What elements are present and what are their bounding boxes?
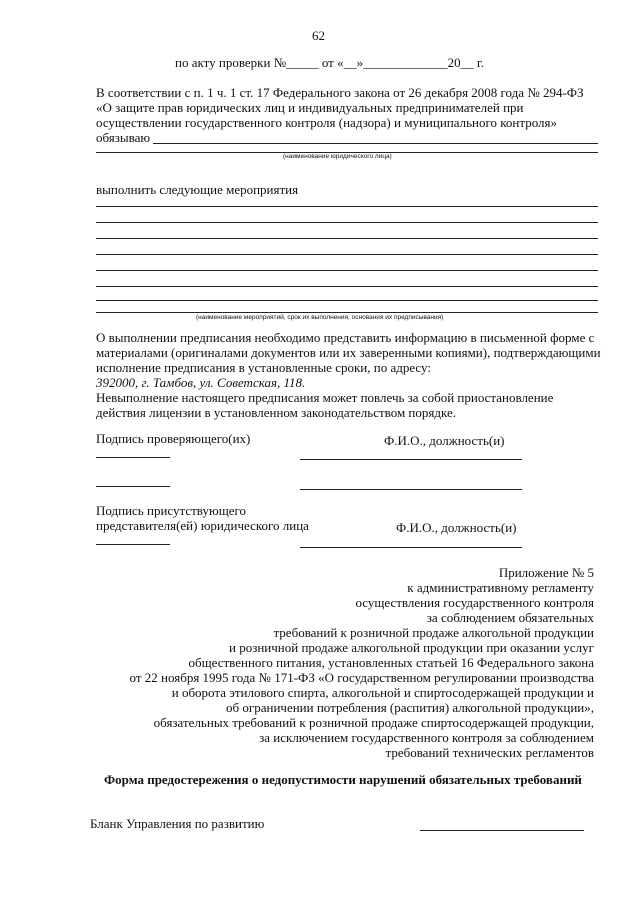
- page-number: 62: [312, 28, 325, 43]
- signature-present-line-2: представителя(ей) юридического лица: [96, 518, 309, 533]
- appendix-line-6: и розничной продаже алкогольной продукции при оказании услуг: [228, 640, 594, 655]
- appendix-line-11: обязательных требований к розничной продаже спиртосодержащей продукции,: [153, 715, 594, 730]
- fio-position-label-1: Ф.И.О., должность(и): [384, 433, 505, 448]
- measures-line-4: [96, 254, 598, 255]
- info-line-2: материалами (оригиналами документов или их заверенными копиями), подтверждающими: [96, 345, 601, 360]
- info-line-1: О выполнении предписания необходимо представить информацию в письменной форме с: [96, 330, 595, 345]
- fio-position-label-2: Ф.И.О., должность(и): [396, 520, 517, 535]
- info-line-3: исполнение предписания в установленные сроки, по адресу:: [96, 360, 431, 375]
- measures-line-1: [96, 206, 598, 207]
- intro-line-3: осуществлении государственного контроля (надзора) и муниципального контроля»: [96, 115, 557, 130]
- address: 392000, г. Тамбов, ул. Советская, 118.: [96, 375, 306, 390]
- fio-line-1: [300, 459, 522, 460]
- act-reference: по акту проверки №_____ от «__»_____________20__ г.: [175, 55, 484, 70]
- signature-present-line-1: Подпись присутствующего: [96, 503, 246, 518]
- signature-inspector-line-2: [96, 486, 170, 487]
- fio-line-2: [300, 489, 522, 490]
- appendix-line-10: об ограничении потребления (распития) алкогольной продукции»,: [226, 700, 594, 715]
- appendix-line-12: за исключением государственного контроля за соблюдением: [259, 730, 594, 745]
- letterhead-fill-line: [420, 830, 584, 831]
- signature-inspector-line-1: [96, 457, 170, 458]
- signature-inspector-label: Подпись проверяющего(их): [96, 431, 251, 446]
- measures-line-5: [96, 270, 598, 271]
- measures-line-8: [96, 312, 598, 313]
- appendix-line-3: осуществления государственного контроля: [355, 595, 594, 610]
- appendix-line-13: требований технических регламентов: [385, 745, 594, 760]
- form-title: Форма предостережения о недопустимости нарушений обязательных требований: [104, 772, 582, 787]
- measures-line-3: [96, 238, 598, 239]
- intro-line-4: обязываю: [96, 130, 151, 145]
- intro-line-2: «О защите прав юридических лиц и индивидуальных предпринимателей при: [96, 100, 524, 115]
- appendix-line-4: за соблюдением обязательных: [426, 610, 594, 625]
- measures-line-6: [96, 286, 598, 287]
- intro-line-1: В соответствии с п. 1 ч. 1 ст. 17 Федерального закона от 26 декабря 2008 года № 294-ФЗ: [96, 85, 584, 100]
- noncompliance-line-1: Невыполнение настоящего предписания может повлечь за собой приостановление: [96, 390, 554, 405]
- letterhead-label: Бланк Управления по развитию: [90, 816, 265, 831]
- appendix-line-9: и оборота этилового спирта, алкогольной и спиртосодержащей продукции и: [171, 685, 594, 700]
- fio-line-3: [300, 547, 522, 548]
- appendix-line-1: Приложение № 5: [498, 565, 594, 580]
- appendix-line-7: общественного питания, установленных статьей 16 Федерального закона: [188, 655, 594, 670]
- noncompliance-line-2: действия лицензии в установленном законодательством порядке.: [96, 405, 456, 420]
- perform-measures-text: выполнить следующие мероприятия: [96, 182, 299, 197]
- caption-legal-entity: (наименование юридического лица): [283, 153, 392, 160]
- signature-present-line: [96, 544, 170, 545]
- measures-line-7: [96, 300, 598, 301]
- appendix-line-8: от 22 ноября 1995 года № 171-ФЗ «О государственном регулировании производства: [129, 670, 594, 685]
- legal-entity-fill-line-1: [153, 143, 598, 144]
- appendix-line-5: требований к розничной продаже алкогольной продукции: [273, 625, 594, 640]
- measures-line-2: [96, 222, 598, 223]
- caption-measures: (наименование мероприятий, срок их выполнения, основания их предписывания): [196, 314, 444, 321]
- appendix-line-2: к административному регламенту: [407, 580, 594, 595]
